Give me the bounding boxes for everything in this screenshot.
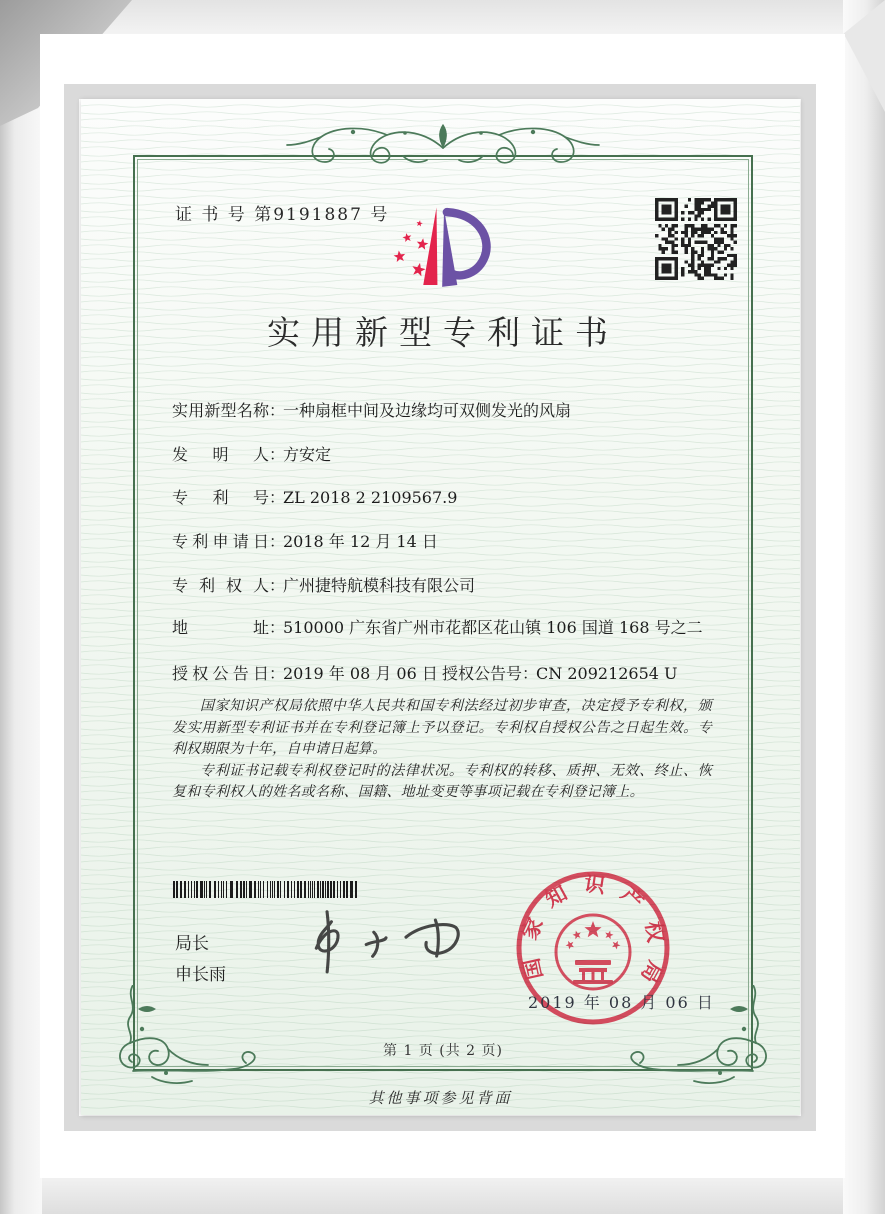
frame-edge-bottom — [0, 1176, 885, 1214]
field-label: 发明人 — [172, 445, 269, 464]
field-label: 专利申请日 — [172, 532, 269, 551]
corner-flourish-icon — [108, 985, 278, 1090]
field-row — [172, 442, 331, 465]
field-row — [172, 615, 703, 638]
seal-date: 2019 年 08 月 06 日 — [528, 993, 715, 1012]
colon: ： — [522, 664, 539, 683]
field-value: 一种扇框中间及边缘均可双侧发光的风扇 — [283, 401, 572, 420]
field-label: 地址 — [172, 618, 269, 637]
colon: ： — [269, 445, 286, 464]
frame-edge-right — [843, 0, 885, 1214]
colon: ： — [269, 532, 286, 551]
field-row — [172, 485, 457, 508]
cnipa-patent-logo-icon — [393, 196, 497, 304]
field-value: 方安定 — [283, 445, 332, 464]
qr-code — [655, 198, 737, 280]
grant-date-value: 2019 年 08 月 06 日 — [283, 664, 438, 683]
seal-ring-text: 国家知识产权局 — [514, 870, 671, 1001]
field-value: 510000 广东省广州市花都区花山镇 106 国道 168 号之二 — [283, 618, 703, 637]
grant-number-value: CN 209212654 U — [536, 664, 678, 683]
handwritten-signature-icon — [287, 895, 475, 981]
frame-edge-left — [0, 0, 42, 1214]
colon: ： — [269, 664, 286, 683]
legal-paragraph: 国家知识产权局依照中华人民共和国专利法经过初步审查，决定授予专利权，颁发实用新型专利证书并在专利登记簿上予以登记。专利权自授权公告之日起生效。专利权期限为十年，自申请日起算。 — [172, 698, 712, 757]
field-value: 2018 年 12 月 14 日 — [283, 532, 438, 551]
barcode — [173, 881, 358, 898]
signer-block — [175, 929, 226, 991]
field-value: 广州捷特航模科技有限公司 — [283, 576, 476, 595]
signer-name: 申长雨 — [175, 965, 226, 985]
top-flourish-ornament-icon — [283, 122, 603, 170]
grant-number-label: 授权公告号 — [442, 664, 523, 683]
grant-row — [172, 661, 678, 684]
field-label: 专利号 — [172, 488, 269, 507]
colon: ： — [269, 488, 286, 507]
field-value: ZL 2018 2 2109567.9 — [283, 488, 458, 507]
page-number-note: 第 1 页 (共 2 页) — [383, 1043, 503, 1059]
colon: ： — [269, 576, 286, 595]
field-row — [172, 529, 438, 552]
certificate-title: 实用新型专利证书 — [267, 313, 619, 352]
colon: ： — [269, 618, 286, 637]
grant-date-label: 授权公告日 — [172, 664, 269, 683]
field-row — [172, 573, 475, 596]
grant-number-pair — [442, 661, 678, 684]
field-row — [172, 398, 571, 421]
frame-edge-top — [0, 0, 885, 36]
legal-paragraph: 专利证书记载专利权登记时的法律状况。专利权的转移、质押、无效、终止、恢复和专利权人的姓名或名称、国籍、地址变更等事项记载在专利登记簿上。 — [172, 762, 712, 800]
field-label: 实用新型名称 — [172, 401, 269, 420]
field-label: 专利权人 — [172, 576, 269, 595]
certificate-number: 证 书 号 第9191887 号 — [175, 205, 390, 225]
certificate-paper — [81, 99, 800, 1115]
legal-text — [172, 696, 712, 804]
colon: ： — [269, 401, 286, 420]
signer-title: 局长 — [175, 934, 209, 954]
back-side-note: 其他事项参见背面 — [368, 1089, 513, 1107]
